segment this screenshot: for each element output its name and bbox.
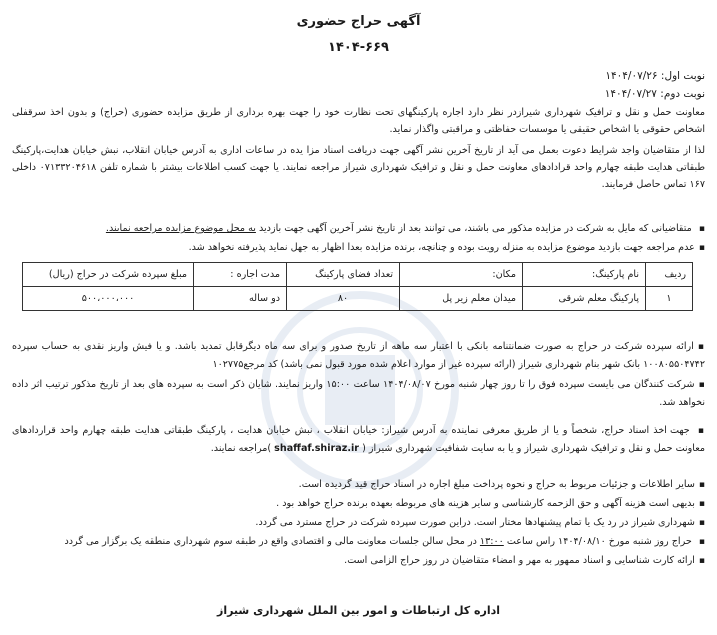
parking-table <box>22 262 693 311</box>
auction-time-end: در محل سالن جلسات معاونت مالی و اقتصادی واقع در طبقه سوم شهرداری منطقه یک برگزار می گردد <box>64 536 480 547</box>
documents-condition <box>12 422 705 457</box>
cell-location: میدان معلم زیر پل <box>400 287 523 311</box>
col-row: ردیف <box>646 263 693 287</box>
table-row <box>23 287 693 311</box>
details-condition: ▪ سایر اطلاعات و جزئیات مربوط به حراج و نحوه پرداخت مبلغ اجاره در اسناد حراج قید گردیده است. <box>12 476 705 494</box>
col-duration: مدت اجاره : <box>194 263 287 287</box>
auction-time-value: ۱۳:۰۰ <box>479 536 504 547</box>
invitation-paragraph: لذا از متقاضیان واجد شرایط دعوت بعمل می آید از تاریخ آخرین نشر آگهی جهت دریافت اسناد مزا یده در ساعات اداری به آدرس خیابان انقلاب، نبش خیابان هدایت،پارکینگ طبقاتی هدایت طبقه چهارم واحد قرادادهای معاونت حمل و نقل و ترافیک شهرداری شیراز مراجعه نمایند. یا جهت کسب اطلاعات بیشتر با شماره تلفن ۰۷۱۳۳۲۰۴۶۱۸ داخلی ۱۶۷ تماس حاصل فرمایند. <box>12 145 706 191</box>
costs-condition: ▪ بدیهی است هزینه آگهی و حق الزحمه کارشناسی و سایر هزینه های مربوطه بعهده برنده حراج خواهد بود . <box>12 495 705 513</box>
rejection-condition: ▪ شهرداری شیراز در رد یک یا تمام پیشنهادها مختار است. دراین صورت سپرده شرکت در حراج مسترد می گردد. <box>12 514 705 532</box>
visit-note <box>12 220 705 238</box>
col-location: مکان: <box>400 263 523 287</box>
deposit-deadline: ▪ شرکت کنندگان می بایست سپرده فوق را تا روز چهار شنبه مورخ ۱۴۰۴/۰۸/۰۷ ساعت ۱۵:۰۰ واریز نمایند. شایان ذکر است به سپرده های بعد از تاریخ مذکور ترتیب اثر داده نخواهد شد. <box>12 376 705 411</box>
deposit-condition: ▪ ارائه سپرده شرکت در حراج به صورت ضمانتنامه بانکی با اعتبار سه ماهه از تاریخ صدور و برای سه ماه دیگرقابل تمدید باشد. و یا فیش واریز نقدی به حساب سپرده ۱۰۰۸۰۵۵۰۴۷۴۲ بانک شهر بنام شهرداری شیراز (ارائه سپرده غیر از موارد اعلام شده مورد قبول نمی باشد) کد مرجع۱۰۲۷۷۵ <box>12 338 705 373</box>
cell-capacity: ۸۰ <box>287 287 400 311</box>
notice-title: آگهی حراج حضوری <box>296 14 421 29</box>
documents-text: جهت اخذ اسناد حراج، شخصاً و یا از طریق معرفی نماینده به آدرس شیراز: خیابان انقلاب ، نبش خیابان هدایت ، پارکینگ طبقاتی هدایت طبقه چهارم واحد قراردادهای معاونت حمل و نقل و ترافیک شهرداری شیراز و یا به سایت شفافیت شهرداری شیراز ( <box>12 425 705 455</box>
col-deposit: مبلغ سپرده شرکت در حراج (ریال) <box>23 263 194 287</box>
notice-number: ۱۴۰۴-۶۶۹ <box>328 40 389 55</box>
transparency-site-link[interactable]: shaffaf.shiraz.ir <box>274 443 360 455</box>
cell-row: ۱ <box>646 287 693 311</box>
intro-paragraph: معاونت حمل و نقل و ترافیک شهرداری شیرازدر نظر دارد اجاره پارکینگهای تحت نظارت خود را جهت بهره برداری از طریق مزایده حضوری (حراج) و بدون اخذ سرقفلی اشخاص حقوقی یا اشخاص حقیقی یا موسسات حفاظتی و مراقبتی واگذار نماید. <box>12 107 705 136</box>
cell-deposit: ۵۰۰،۰۰۰،۰۰۰ <box>23 287 194 311</box>
cell-parking-name: پارکینگ معلم شرقی <box>523 287 646 311</box>
col-parking-name: نام پارکینگ: <box>523 263 646 287</box>
table-header-row <box>23 263 693 287</box>
auction-time-condition <box>12 533 705 551</box>
visit-note-emphasis: به محل موضوع مزایده مراجعه نمایند. <box>105 223 256 234</box>
no-visit-note: ▪ عدم مراجعه جهت بازدید موضوع مزایده به منزله رویت بوده و چنانچه، برنده مزایده بعدا اظهار به جهل نماید پذیرفته نخواهد شد. <box>12 239 705 257</box>
auction-time-text: حراج روز شنبه مورخ ۱۴۰۴/۰۸/۱۰ راس ساعت <box>503 536 692 547</box>
second-turn-date: نوبت دوم: ۱۴۰۴/۰۷/۲۷ <box>604 88 705 100</box>
col-capacity: تعداد فضای پارکینگ <box>287 263 400 287</box>
issuer-footer: اداره کل ارتباطات و امور بین الملل شهرداری شیراز <box>216 604 501 617</box>
first-turn-date: نوبت اول: ۱۴۰۴/۰۷/۲۶ <box>605 70 705 82</box>
id-card-condition: ▪ ارائه کارت شناسایی و اسناد ممهور به مهر و امضاء متقاضیان در روز حراج الزامی است. <box>12 552 705 570</box>
cell-duration: دو ساله <box>194 287 287 311</box>
documents-end: )مراجعه نمایند. <box>210 443 275 455</box>
visit-note-text: متقاضیانی که مایل به شرکت در مزایده مذکور می باشند، می توانند بعد از تاریخ نشر آخرین آگهی جهت بازدید <box>255 223 692 234</box>
